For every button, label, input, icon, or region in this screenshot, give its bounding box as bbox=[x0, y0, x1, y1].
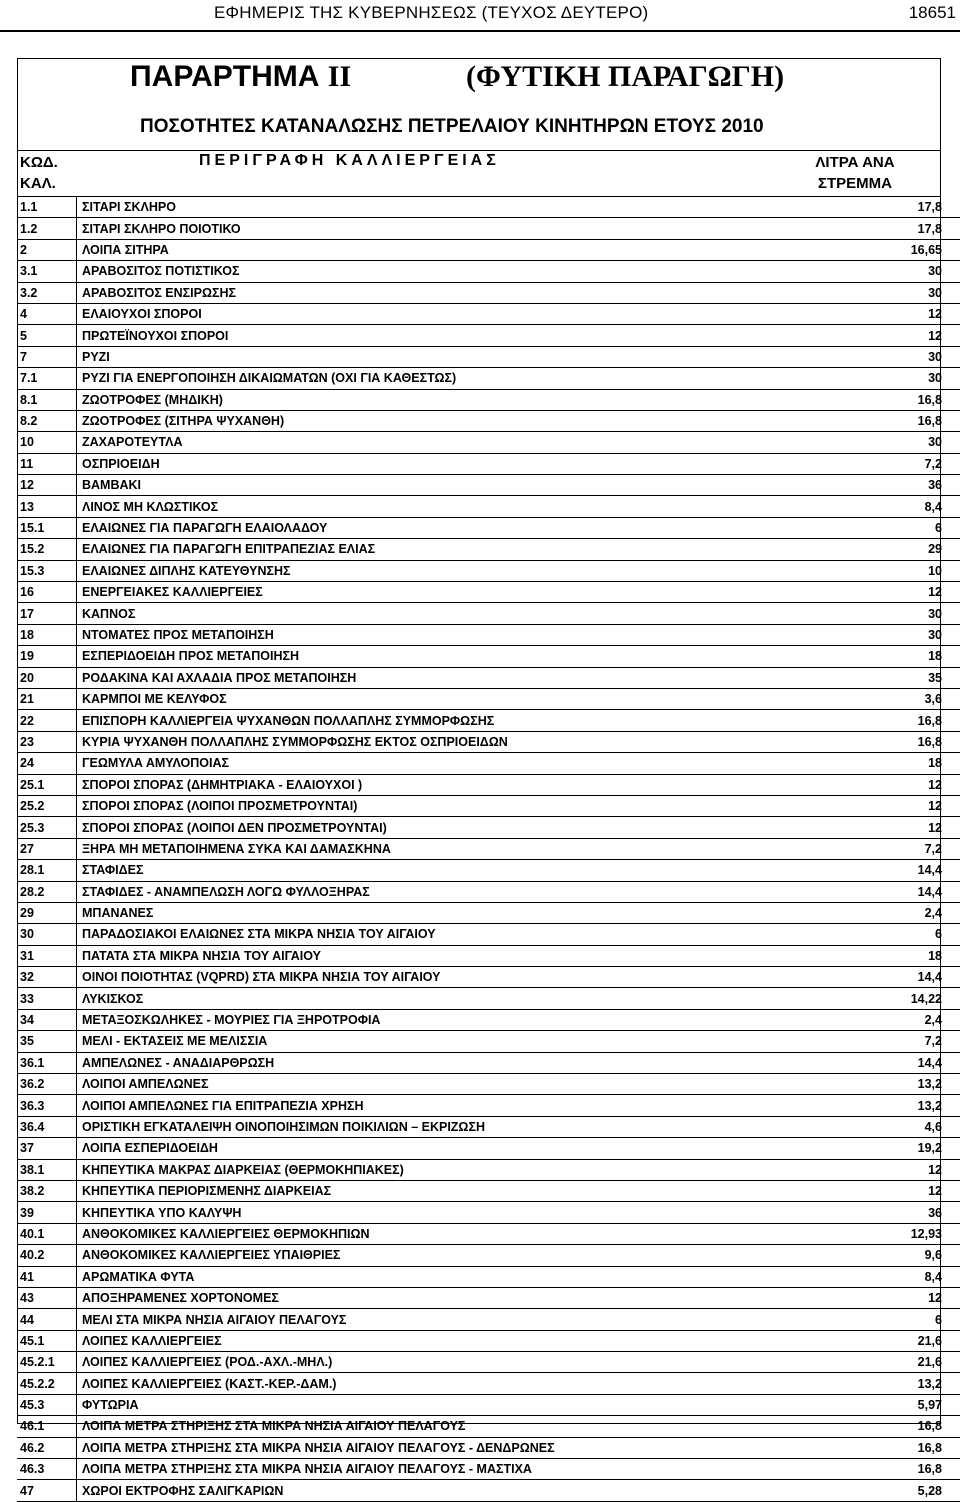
row-code: 36.4 bbox=[17, 1116, 77, 1137]
table-row bbox=[17, 197, 960, 218]
row-description: ΛΟΙΠΕΣ ΚΑΛΛΙΕΡΓΕΙΕΣ (ΡΟΔ.-ΑΧΛ.-ΜΗΛ.) bbox=[77, 1352, 783, 1373]
row-liters-per-stremma: 14,22 bbox=[782, 988, 960, 1009]
row-liters-per-stremma: 12 bbox=[782, 817, 960, 838]
row-code: 4 bbox=[17, 303, 77, 324]
row-liters-per-stremma: 30 bbox=[782, 346, 960, 367]
table-row bbox=[17, 1074, 960, 1095]
row-code: 15.2 bbox=[17, 539, 77, 560]
table-header-top-rule bbox=[17, 150, 941, 151]
row-description: ΛΥΚΙΣΚΟΣ bbox=[77, 988, 783, 1009]
table-row bbox=[17, 410, 960, 431]
row-description: ΣΤΑΦΙΔΕΣ bbox=[77, 860, 783, 881]
row-description: ΡΥΖΙ bbox=[77, 346, 783, 367]
table-row bbox=[17, 817, 960, 838]
row-liters-per-stremma: 9,6 bbox=[782, 1245, 960, 1266]
row-liters-per-stremma: 13,2 bbox=[782, 1095, 960, 1116]
table-row bbox=[17, 624, 960, 645]
row-code: 15.1 bbox=[17, 517, 77, 538]
row-code: 22 bbox=[17, 710, 77, 731]
row-code: 40.1 bbox=[17, 1223, 77, 1244]
row-description: ΧΩΡΟΙ ΕΚΤΡΟΦΗΣ ΣΑΛΙΓΚΑΡΙΩΝ bbox=[77, 1480, 783, 1501]
row-code: 17 bbox=[17, 603, 77, 624]
table-row bbox=[17, 1159, 960, 1180]
row-description: ΚΥΡΙΑ ΨΥΧΑΝΘΗ ΠΟΛΛΑΠΛΗΣ ΣΥΜΜΟΡΦΩΣΗΣ ΕΚΤΟΣ ΟΣΠΡΙΟΕΙΔΩΝ bbox=[77, 731, 783, 752]
page-number: 18651 bbox=[908, 3, 956, 22]
row-description: ΛΟΙΠΑ ΣΙΤΗΡΑ bbox=[77, 239, 783, 260]
row-description: ΣΙΤΑΡΙ ΣΚΛΗΡΟ bbox=[77, 197, 783, 218]
row-description: ΟΙΝΟΙ ΠΟΙΟΤΗΤΑΣ (VQPRD) ΣΤΑ ΜΙΚΡΑ ΝΗΣΙΑ ΤΟΥ ΑΙΓΑΙΟΥ bbox=[77, 967, 783, 988]
row-code: 36.2 bbox=[17, 1074, 77, 1095]
row-liters-per-stremma: 19,2 bbox=[782, 1138, 960, 1159]
row-code: 46.1 bbox=[17, 1416, 77, 1437]
row-liters-per-stremma: 17,8 bbox=[782, 218, 960, 239]
table-row bbox=[17, 646, 960, 667]
row-code: 1.2 bbox=[17, 218, 77, 239]
row-liters-per-stremma: 18 bbox=[782, 753, 960, 774]
table-row bbox=[17, 325, 960, 346]
row-description: ΕΣΠΕΡΙΔΟΕΙΔΗ ΠΡΟΣ ΜΕΤΑΠΟΙΗΣΗ bbox=[77, 646, 783, 667]
row-liters-per-stremma: 12 bbox=[782, 303, 960, 324]
row-code: 38.1 bbox=[17, 1159, 77, 1180]
row-liters-per-stremma: 5,28 bbox=[782, 1480, 960, 1501]
row-liters-per-stremma: 10 bbox=[782, 560, 960, 581]
row-liters-per-stremma: 30 bbox=[782, 624, 960, 645]
table-row bbox=[17, 1352, 960, 1373]
table-row bbox=[17, 838, 960, 859]
row-description: ΟΡΙΣΤΙΚΗ ΕΓΚΑΤΑΛΕΙΨΗ ΟΙΝΟΠΟΙΗΣΙΜΩΝ ΠΟΙΚΙΛΙΩΝ – ΕΚΡΙΖΩΣΗ bbox=[77, 1116, 783, 1137]
table-row bbox=[17, 261, 960, 282]
row-liters-per-stremma: 35 bbox=[782, 667, 960, 688]
row-liters-per-stremma: 14,4 bbox=[782, 1052, 960, 1073]
row-liters-per-stremma: 2,4 bbox=[782, 902, 960, 923]
row-description: ΚΗΠΕΥΤΙΚΑ ΜΑΚΡΑΣ ΔΙΑΡΚΕΙΑΣ (ΘΕΡΜΟΚΗΠΙΑΚΕΣ) bbox=[77, 1159, 783, 1180]
row-liters-per-stremma: 16,8 bbox=[782, 1459, 960, 1480]
row-description: ΛΟΙΠΟΙ ΑΜΠΕΛΩΝΕΣ bbox=[77, 1074, 783, 1095]
row-description: ΑΜΠΕΛΩΝΕΣ - ΑΝΑΔΙΑΡΘΡΩΣΗ bbox=[77, 1052, 783, 1073]
row-code: 45.2.2 bbox=[17, 1373, 77, 1394]
row-code: 8.2 bbox=[17, 410, 77, 431]
table-row bbox=[17, 1266, 960, 1287]
row-liters-per-stremma: 2,4 bbox=[782, 1009, 960, 1030]
row-code: 19 bbox=[17, 646, 77, 667]
table-row bbox=[17, 603, 960, 624]
row-description: ΒΑΜΒΑΚΙ bbox=[77, 475, 783, 496]
row-description: ΑΝΘΟΚΟΜΙΚΕΣ ΚΑΛΛΙΕΡΓΕΙΕΣ ΘΕΡΜΟΚΗΠΙΩΝ bbox=[77, 1223, 783, 1244]
table-row bbox=[17, 453, 960, 474]
row-liters-per-stremma: 7,2 bbox=[782, 1031, 960, 1052]
row-code: 47 bbox=[17, 1480, 77, 1501]
row-description: ΠΡΩΤΕΪΝΟΥΧΟΙ ΣΠΟΡΟΙ bbox=[77, 325, 783, 346]
table-row bbox=[17, 731, 960, 752]
row-description: ΣΠΟΡΟΙ ΣΠΟΡΑΣ (ΛΟΙΠΟΙ ΠΡΟΣΜΕΤΡΟΥΝΤΑΙ) bbox=[77, 795, 783, 816]
row-description: ΑΡΩΜΑΤΙΚΑ ΦΥΤΑ bbox=[77, 1266, 783, 1287]
table-row bbox=[17, 1138, 960, 1159]
table-row bbox=[17, 988, 960, 1009]
row-code: 13 bbox=[17, 496, 77, 517]
table-row bbox=[17, 1309, 960, 1330]
row-liters-per-stremma: 30 bbox=[782, 282, 960, 303]
table-row bbox=[17, 945, 960, 966]
row-liters-per-stremma: 7,2 bbox=[782, 453, 960, 474]
row-liters-per-stremma: 7,2 bbox=[782, 838, 960, 859]
row-liters-per-stremma: 16,8 bbox=[782, 710, 960, 731]
row-liters-per-stremma: 12 bbox=[782, 1180, 960, 1201]
table-row bbox=[17, 1459, 960, 1480]
row-liters-per-stremma: 13,2 bbox=[782, 1373, 960, 1394]
table-row bbox=[17, 218, 960, 239]
row-description: ΛΟΙΠΑ ΜΕΤΡΑ ΣΤΗΡΙΞΗΣ ΣΤΑ ΜΙΚΡΑ ΝΗΣΙΑ ΑΙΓΑΙΟΥ ΠΕΛΑΓΟΥΣ - ΜΑΣΤΙΧΑ bbox=[77, 1459, 783, 1480]
row-liters-per-stremma: 12 bbox=[782, 325, 960, 346]
row-description: ΛΟΙΠΑ ΜΕΤΡΑ ΣΤΗΡΙΞΗΣ ΣΤΑ ΜΙΚΡΑ ΝΗΣΙΑ ΑΙΓΑΙΟΥ ΠΕΛΑΓΟΥΣ - ΔΕΝΔΡΩΝΕΣ bbox=[77, 1437, 783, 1458]
table-row bbox=[17, 1116, 960, 1137]
row-description: ΕΛΑΙΩΝΕΣ ΓΙΑ ΠΑΡΑΓΩΓΗ ΕΠΙΤΡΑΠΕΖΙΑΣ ΕΛΙΑΣ bbox=[77, 539, 783, 560]
row-liters-per-stremma: 8,4 bbox=[782, 496, 960, 517]
row-description: ΜΕΛΙ - ΕΚΤΑΣΕΙΣ ΜΕ ΜΕΛΙΣΣΙΑ bbox=[77, 1031, 783, 1052]
row-code: 36.1 bbox=[17, 1052, 77, 1073]
row-code: 5 bbox=[17, 325, 77, 346]
row-description: ΖΩΟΤΡΟΦΕΣ (ΣΙΤΗΡΑ ΨΥΧΑΝΘΗ) bbox=[77, 410, 783, 431]
row-description: ΦΥΤΩΡΙΑ bbox=[77, 1394, 783, 1415]
row-description: ΛΙΝΟΣ ΜΗ ΚΛΩΣΤΙΚΟΣ bbox=[77, 496, 783, 517]
table-row bbox=[17, 1180, 960, 1201]
row-code: 2 bbox=[17, 239, 77, 260]
row-liters-per-stremma: 16,8 bbox=[782, 731, 960, 752]
table-row bbox=[17, 1373, 960, 1394]
table-row bbox=[17, 1031, 960, 1052]
row-code: 23 bbox=[17, 731, 77, 752]
consumption-table-body bbox=[17, 197, 960, 1501]
table-row bbox=[17, 239, 960, 260]
row-code: 30 bbox=[17, 924, 77, 945]
row-code: 15.3 bbox=[17, 560, 77, 581]
table-row bbox=[17, 1245, 960, 1266]
row-code: 38.2 bbox=[17, 1180, 77, 1201]
row-code: 28.2 bbox=[17, 881, 77, 902]
row-liters-per-stremma: 36 bbox=[782, 475, 960, 496]
row-liters-per-stremma: 5,97 bbox=[782, 1394, 960, 1415]
row-description: ΞΗΡΑ ΜΗ ΜΕΤΑΠΟΙΗΜΕΝΑ ΣΥΚΑ ΚΑΙ ΔΑΜΑΣΚΗΝΑ bbox=[77, 838, 783, 859]
row-liters-per-stremma: 16,65 bbox=[782, 239, 960, 260]
table-row bbox=[17, 1437, 960, 1458]
table-row bbox=[17, 795, 960, 816]
annex-title bbox=[130, 60, 351, 94]
row-liters-per-stremma: 6 bbox=[782, 517, 960, 538]
table-row bbox=[17, 496, 960, 517]
table-row bbox=[17, 967, 960, 988]
table-title: ΠΟΣΟΤΗΤΕΣ ΚΑΤΑΝΑΛΩΣΗΣ ΠΕΤΡΕΛΑΙΟΥ ΚΙΝΗΤΗΡΩΝ ΕΤΟΥΣ 2010 bbox=[140, 116, 764, 137]
row-liters-per-stremma: 6 bbox=[782, 924, 960, 945]
row-code: 24 bbox=[17, 753, 77, 774]
table-row bbox=[17, 1287, 960, 1308]
row-description: ΕΝΕΡΓΕΙΑΚΕΣ ΚΑΛΛΙΕΡΓΕΙΕΣ bbox=[77, 582, 783, 603]
row-code: 39 bbox=[17, 1202, 77, 1223]
row-description: ΣΠΟΡΟΙ ΣΠΟΡΑΣ (ΛΟΙΠΟΙ ΔΕΝ ΠΡΟΣΜΕΤΡΟΥΝΤΑΙ) bbox=[77, 817, 783, 838]
row-code: 31 bbox=[17, 945, 77, 966]
row-code: 25.1 bbox=[17, 774, 77, 795]
row-code: 45.1 bbox=[17, 1330, 77, 1351]
row-liters-per-stremma: 18 bbox=[782, 646, 960, 667]
row-description: ΠΑΡΑΔΟΣΙΑΚΟΙ ΕΛΑΙΩΝΕΣ ΣΤΑ ΜΙΚΡΑ ΝΗΣΙΑ ΤΟΥ ΑΙΓΑΙΟΥ bbox=[77, 924, 783, 945]
annex-number: II bbox=[327, 60, 352, 93]
row-description: ΟΣΠΡΙΟΕΙΔΗ bbox=[77, 453, 783, 474]
row-code: 25.2 bbox=[17, 795, 77, 816]
row-description: ΛΟΙΠΑ ΜΕΤΡΑ ΣΤΗΡΙΞΗΣ ΣΤΑ ΜΙΚΡΑ ΝΗΣΙΑ ΑΙΓΑΙΟΥ ΠΕΛΑΓΟΥΣ bbox=[77, 1416, 783, 1437]
row-liters-per-stremma: 16,8 bbox=[782, 410, 960, 431]
row-description: ΣΠΟΡΟΙ ΣΠΟΡΑΣ (ΔΗΜΗΤΡΙΑΚΑ - ΕΛΑΙΟΥΧΟΙ ) bbox=[77, 774, 783, 795]
row-description: ΕΠΙΣΠΟΡΗ ΚΑΛΛΙΕΡΓΕΙΑ ΨΥΧΑΝΘΩΝ ΠΟΛΛΑΠΛΗΣ ΣΥΜΜΟΡΦΩΣΗΣ bbox=[77, 710, 783, 731]
row-code: 45.2.1 bbox=[17, 1352, 77, 1373]
table-row bbox=[17, 902, 960, 923]
row-description: ΑΠΟΞΗΡΑΜΕΝΕΣ ΧΟΡΤΟΝΟΜΕΣ bbox=[77, 1287, 783, 1308]
row-code: 32 bbox=[17, 967, 77, 988]
row-liters-per-stremma: 30 bbox=[782, 261, 960, 282]
column-header-code bbox=[20, 152, 58, 194]
row-code: 44 bbox=[17, 1309, 77, 1330]
row-liters-per-stremma: 6 bbox=[782, 1309, 960, 1330]
row-code: 46.3 bbox=[17, 1459, 77, 1480]
row-code: 35 bbox=[17, 1031, 77, 1052]
row-liters-per-stremma: 14,4 bbox=[782, 860, 960, 881]
row-description: ΓΕΩΜΥΛΑ ΑΜΥΛΟΠΟΙΑΣ bbox=[77, 753, 783, 774]
row-description: ΕΛΑΙΩΝΕΣ ΔΙΠΛΗΣ ΚΑΤΕΥΘΥΝΣΗΣ bbox=[77, 560, 783, 581]
table-row bbox=[17, 560, 960, 581]
table-row bbox=[17, 667, 960, 688]
row-liters-per-stremma: 16,8 bbox=[782, 389, 960, 410]
table-row bbox=[17, 1202, 960, 1223]
table-row bbox=[17, 346, 960, 367]
row-code: 28.1 bbox=[17, 860, 77, 881]
row-description: ΝΤΟΜΑΤΕΣ ΠΡΟΣ ΜΕΤΑΠΟΙΗΣΗ bbox=[77, 624, 783, 645]
row-code: 46.2 bbox=[17, 1437, 77, 1458]
row-description: ΛΟΙΠΟΙ ΑΜΠΕΛΩΝΕΣ ΓΙΑ ΕΠΙΤΡΑΠΕΖΙΑ ΧΡΗΣΗ bbox=[77, 1095, 783, 1116]
row-code: 34 bbox=[17, 1009, 77, 1030]
row-liters-per-stremma: 13,2 bbox=[782, 1074, 960, 1095]
row-description: ΕΛΑΙΟΥΧΟΙ ΣΠΟΡΟΙ bbox=[77, 303, 783, 324]
row-description: ΛΟΙΠΕΣ ΚΑΛΛΙΕΡΓΕΙΕΣ bbox=[77, 1330, 783, 1351]
row-code: 7 bbox=[17, 346, 77, 367]
page-header bbox=[0, 0, 960, 30]
annex-subtitle: (ΦΥΤΙΚΗ ΠΑΡΑΓΩΓΗ) bbox=[466, 60, 785, 93]
consumption-table bbox=[17, 197, 960, 1502]
row-description: ΣΤΑΦΙΔΕΣ - ΑΝΑΜΠΕΛΩΣΗ ΛΟΓΩ ΦΥΛΛΟΞΗΡΑΣ bbox=[77, 881, 783, 902]
row-liters-per-stremma: 17,8 bbox=[782, 197, 960, 218]
row-code: 25.3 bbox=[17, 817, 77, 838]
row-liters-per-stremma: 12 bbox=[782, 582, 960, 603]
table-row bbox=[17, 881, 960, 902]
row-liters-per-stremma: 29 bbox=[782, 539, 960, 560]
row-description: ΛΟΙΠΕΣ ΚΑΛΛΙΕΡΓΕΙΕΣ (ΚΑΣΤ.-ΚΕΡ.-ΔΑΜ.) bbox=[77, 1373, 783, 1394]
row-description: ΜΕΛΙ ΣΤΑ ΜΙΚΡΑ ΝΗΣΙΑ ΑΙΓΑΙΟΥ ΠΕΛΑΓΟΥΣ bbox=[77, 1309, 783, 1330]
row-code: 10 bbox=[17, 432, 77, 453]
row-code: 7.1 bbox=[17, 368, 77, 389]
row-code: 18 bbox=[17, 624, 77, 645]
table-row bbox=[17, 368, 960, 389]
table-row bbox=[17, 303, 960, 324]
table-row bbox=[17, 1095, 960, 1116]
table-row bbox=[17, 1416, 960, 1437]
row-code: 43 bbox=[17, 1287, 77, 1308]
table-row bbox=[17, 1330, 960, 1351]
row-liters-per-stremma: 16,8 bbox=[782, 1416, 960, 1437]
row-description: ΕΛΑΙΩΝΕΣ ΓΙΑ ΠΑΡΑΓΩΓΗ ΕΛΑΙΟΛΑΔΟΥ bbox=[77, 517, 783, 538]
row-code: 37 bbox=[17, 1138, 77, 1159]
row-description: ΚΑΠΝΟΣ bbox=[77, 603, 783, 624]
row-code: 12 bbox=[17, 475, 77, 496]
column-header-code-line1: ΚΩΔ. bbox=[20, 154, 58, 171]
table-row bbox=[17, 517, 960, 538]
row-liters-per-stremma: 4,6 bbox=[782, 1116, 960, 1137]
row-description: ΡΟΔΑΚΙΝΑ ΚΑΙ ΑΧΛΑΔΙΑ ΠΡΟΣ ΜΕΤΑΠΟΙΗΣΗ bbox=[77, 667, 783, 688]
row-description: ΡΥΖΙ ΓΙΑ ΕΝΕΡΓΟΠΟΙΗΣΗ ΔΙΚΑΙΩΜΑΤΩΝ (ΟΧΙ ΓΙΑ ΚΑΘΕΣΤΩΣ) bbox=[77, 368, 783, 389]
row-liters-per-stremma: 8,4 bbox=[782, 1266, 960, 1287]
row-description: ΣΙΤΑΡΙ ΣΚΛΗΡΟ ΠΟΙΟΤΙΚΟ bbox=[77, 218, 783, 239]
header-divider bbox=[0, 30, 960, 32]
table-row bbox=[17, 1394, 960, 1415]
row-liters-per-stremma: 12 bbox=[782, 795, 960, 816]
row-code: 33 bbox=[17, 988, 77, 1009]
row-liters-per-stremma: 16,8 bbox=[782, 1437, 960, 1458]
column-header-code-line2: ΚΑΛ. bbox=[20, 175, 56, 192]
row-code: 8.1 bbox=[17, 389, 77, 410]
column-header-description: ΠΕΡΙΓΡΑΦΗ ΚΑΛΛΙΕΡΓΕΙΑΣ bbox=[199, 152, 500, 169]
row-liters-per-stremma: 30 bbox=[782, 432, 960, 453]
column-header-unit bbox=[790, 152, 920, 194]
row-description: ΚΗΠΕΥΤΙΚΑ ΠΕΡΙΟΡΙΣΜΕΝΗΣ ΔΙΑΡΚΕΙΑΣ bbox=[77, 1180, 783, 1201]
row-code: 1.1 bbox=[17, 197, 77, 218]
row-description: ΑΡΑΒΟΣΙΤΟΣ ΕΝΣΙΡΩΣΗΣ bbox=[77, 282, 783, 303]
column-header-unit-line2: ΣΤΡΕΜΜΑ bbox=[818, 175, 892, 192]
row-code: 3.2 bbox=[17, 282, 77, 303]
row-code: 11 bbox=[17, 453, 77, 474]
row-liters-per-stremma: 36 bbox=[782, 1202, 960, 1223]
gazette-title: ΕΦΗΜΕΡΙΣ ΤΗΣ ΚΥΒΕΡΝΗΣΕΩΣ (ΤΕΥΧΟΣ ΔΕΥΤΕΡΟ) bbox=[214, 3, 649, 22]
table-row bbox=[17, 688, 960, 709]
row-liters-per-stremma: 21,6 bbox=[782, 1330, 960, 1351]
row-code: 41 bbox=[17, 1266, 77, 1287]
row-description: ΚΑΡΜΠΟΙ ΜΕ ΚΕΛΥΦΟΣ bbox=[77, 688, 783, 709]
row-description: ΑΝΘΟΚΟΜΙΚΕΣ ΚΑΛΛΙΕΡΓΕΙΕΣ ΥΠΑΙΘΡΙΕΣ bbox=[77, 1245, 783, 1266]
row-liters-per-stremma: 18 bbox=[782, 945, 960, 966]
annex-label: ΠΑΡΑΡΤΗΜΑ bbox=[130, 60, 320, 93]
row-code: 16 bbox=[17, 582, 77, 603]
row-description: ΖΑΧΑΡΟΤΕΥΤΛΑ bbox=[77, 432, 783, 453]
row-code: 40.2 bbox=[17, 1245, 77, 1266]
row-description: ΚΗΠΕΥΤΙΚΑ ΥΠΟ ΚΑΛΥΨΗ bbox=[77, 1202, 783, 1223]
row-code: 36.3 bbox=[17, 1095, 77, 1116]
row-code: 27 bbox=[17, 838, 77, 859]
table-row bbox=[17, 924, 960, 945]
row-code: 21 bbox=[17, 688, 77, 709]
row-liters-per-stremma: 12 bbox=[782, 1287, 960, 1308]
table-row bbox=[17, 432, 960, 453]
row-description: ΖΩΟΤΡΟΦΕΣ (ΜΗΔΙΚΗ) bbox=[77, 389, 783, 410]
table-row bbox=[17, 582, 960, 603]
row-description: ΛΟΙΠΑ ΕΣΠΕΡΙΔΟΕΙΔΗ bbox=[77, 1138, 783, 1159]
table-row bbox=[17, 475, 960, 496]
row-description: ΑΡΑΒΟΣΙΤΟΣ ΠΟΤΙΣΤΙΚΟΣ bbox=[77, 261, 783, 282]
row-liters-per-stremma: 12 bbox=[782, 1159, 960, 1180]
row-liters-per-stremma: 14,4 bbox=[782, 881, 960, 902]
column-header-unit-line1: ΛΙΤΡΑ ΑΝΑ bbox=[815, 154, 895, 171]
table-row bbox=[17, 1052, 960, 1073]
table-row bbox=[17, 1009, 960, 1030]
table-row bbox=[17, 774, 960, 795]
row-description: ΜΠΑΝΑΝΕΣ bbox=[77, 902, 783, 923]
row-liters-per-stremma: 30 bbox=[782, 368, 960, 389]
table-row bbox=[17, 282, 960, 303]
row-liters-per-stremma: 3,6 bbox=[782, 688, 960, 709]
row-liters-per-stremma: 12,93 bbox=[782, 1223, 960, 1244]
table-row bbox=[17, 753, 960, 774]
table-row bbox=[17, 1480, 960, 1501]
row-code: 20 bbox=[17, 667, 77, 688]
row-liters-per-stremma: 21,6 bbox=[782, 1352, 960, 1373]
table-row bbox=[17, 389, 960, 410]
row-code: 3.1 bbox=[17, 261, 77, 282]
row-liters-per-stremma: 30 bbox=[782, 603, 960, 624]
row-description: ΜΕΤΑΞΟΣΚΩΛΗΚΕΣ - ΜΟΥΡΙΕΣ ΓΙΑ ΞΗΡΟΤΡΟΦΙΑ bbox=[77, 1009, 783, 1030]
table-row bbox=[17, 1223, 960, 1244]
row-code: 45.3 bbox=[17, 1394, 77, 1415]
table-row bbox=[17, 539, 960, 560]
row-liters-per-stremma: 12 bbox=[782, 774, 960, 795]
table-row bbox=[17, 710, 960, 731]
row-description: ΠΑΤΑΤΑ ΣΤΑ ΜΙΚΡΑ ΝΗΣΙΑ ΤΟΥ ΑΙΓΑΙΟΥ bbox=[77, 945, 783, 966]
row-code: 29 bbox=[17, 902, 77, 923]
row-liters-per-stremma: 14,4 bbox=[782, 967, 960, 988]
table-row bbox=[17, 860, 960, 881]
